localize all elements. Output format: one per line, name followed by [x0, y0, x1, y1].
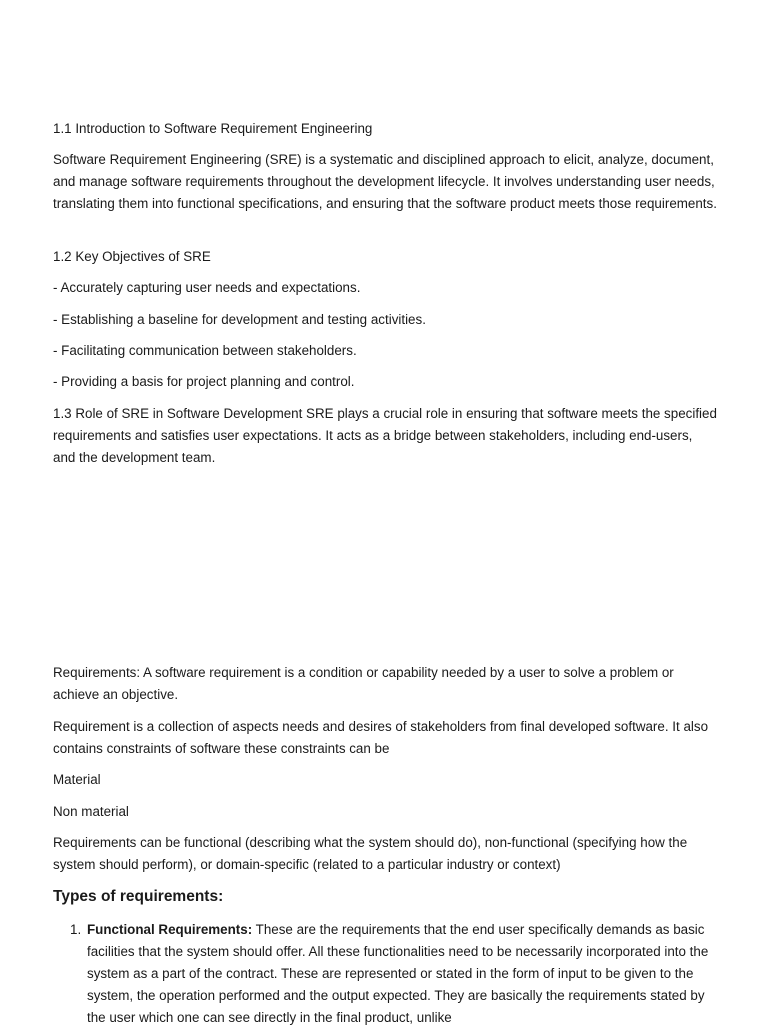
objective-item: - Providing a basis for project planning and control. [53, 374, 355, 389]
objective-item: - Accurately capturing user needs and expectations. [53, 280, 361, 295]
constraint-non-material: Non material [53, 804, 129, 819]
section-1-1-heading: 1.1 Introduction to Software Requirement Engineering [53, 121, 373, 136]
list-item-number: 1. [70, 922, 82, 937]
section-1-3-paragraph: 1.3 Role of SRE in Software Development SRE plays a crucial role in ensuring that software meets the specified requirements and satisfies user expectations. It acts as a bridge between stakeholders, including end-users, and the development team. [53, 406, 717, 465]
list-item-body [87, 919, 717, 1029]
section-1-1-body: Software Requirement Engineering (SRE) is a systematic and disciplined approach to elicit, analyze, document, and manage software requirements throughout the development lifecycle. It involves understanding user needs, translating them into functional specifications, and ensuring that the software product meets those requirements. [53, 152, 717, 211]
types-of-requirements-heading: Types of requirements: [53, 888, 224, 905]
objective-item: - Establishing a baseline for development and testing activities. [53, 312, 426, 327]
requirement-kinds-paragraph: Requirements can be functional (describing what the system should do), non-functional (specifying how the system should perform), or domain-specific (related to a particular industry or context) [53, 835, 688, 872]
list-item-term: Functional Requirements: [87, 922, 253, 937]
section-1-2-heading: 1.2 Key Objectives of SRE [53, 249, 211, 264]
constraint-material: Material [53, 772, 101, 787]
requirements-collection-paragraph: Requirement is a collection of aspects needs and desires of stakeholders from final developed software. It also contains constraints of software these constraints can be [53, 719, 709, 756]
list-item-text: These are the requirements that the end user specifically demands as basic facilities that the system should offer. All these functionalities need to be necessarily incorporated into the system as a part of the contract. These are represented or stated in the form of input to be given to the system, the operation performed and the output expected. They are basically the requirements stated by the user which one can see directly in the final product, unlike [87, 922, 709, 1025]
objective-item: - Facilitating communication between stakeholders. [53, 343, 357, 358]
requirements-definition: Requirements: A software requirement is a condition or capability needed by a user to solve a problem or achieve an objective. [53, 665, 674, 702]
